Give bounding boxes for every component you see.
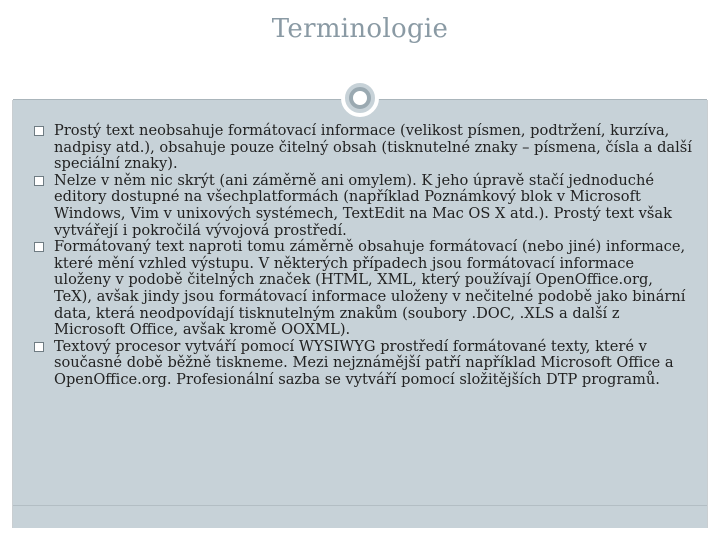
- bullet-item: [34, 239, 694, 339]
- decorative-circle-inner: [349, 87, 371, 109]
- bullet-text: Textový procesor vytváří pomocí WYSIWYG prostředí formátované texty, které v současné době běžně tiskneme. Mezi nejznámější patří například Microsoft Office a OpenOffice.org. Profesionální sazba se vytváří pomocí složitějších DTP programů.: [54, 337, 674, 388]
- decorative-circle-icon: [341, 79, 379, 117]
- bullet-list: [34, 123, 694, 389]
- bullet-square-icon: [34, 342, 44, 352]
- bullet-square-icon: [34, 242, 44, 252]
- bullet-item: [34, 339, 694, 389]
- bottom-strip: [13, 505, 707, 528]
- bullet-item: [34, 173, 694, 239]
- bullet-text: Nelze v něm nic skrýt (ani záměrně ani omylem). K jeho úpravě stačí jednoduché editory dostupné na všechplatformách (například Poznámkový blok v Microsoft Windows, Vim v unixových systémech, TextEdit na Mac OS X atd.). Prostý text však vytvářejí i pokročilá vývojová prostředí.: [54, 171, 672, 239]
- slide-title: Terminologie: [271, 14, 449, 44]
- bullet-item: [34, 123, 694, 173]
- bullet-square-icon: [34, 126, 44, 136]
- bullet-text: Formátovaný text naproti tomu záměrně obsahuje formátovací (nebo jiné) informace, které mění vzhled výstupu. V některých případech jsou formátovací informace uloženy v podobě čitelných značek (HTML, XML, který používají OpenOffice.org, TeX), avšak jindy jsou formátovací informace uloženy v nečitelné podobě jako binární data, která neodpovídají tisknutelným znakům (soubory .DOC, .XLS a další z Microsoft Office, avšak kromě OOXML).: [54, 238, 686, 339]
- bullet-text: Prostý text neobsahuje formátovací informace (velikost písmen, podtržení, kurzíva, nadpisy atd.), obsahuje pouze čitelný obsah (tisknutelné znaky – písmena, čísla a další speciální znaky).: [54, 122, 692, 173]
- bullet-square-icon: [34, 176, 44, 186]
